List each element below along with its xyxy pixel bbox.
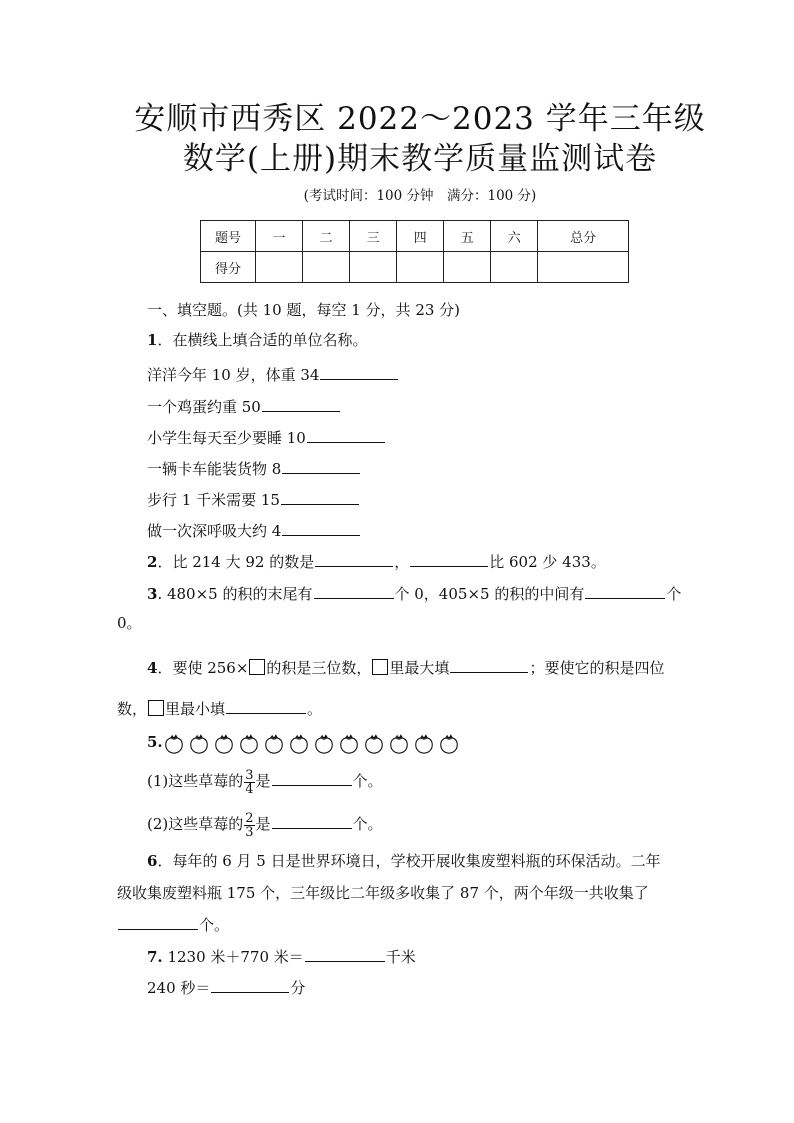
question-text: 里最小填: [165, 700, 226, 718]
question-text: 分: [290, 979, 306, 997]
question-number: 6: [147, 852, 158, 870]
question-text: 。: [307, 700, 323, 718]
question-text: (2)这些草莓的: [147, 815, 244, 833]
question-number: 3: [147, 585, 158, 603]
question-text: 是: [255, 815, 271, 833]
exam-subtitle: (考试时间：100 分钟 满分：100 分): [303, 188, 537, 204]
q1-item-4: [147, 456, 361, 480]
fraction-numerator: 3: [245, 767, 254, 783]
blank-square-icon: [148, 700, 164, 716]
score-cell-label: 题号: [201, 221, 256, 252]
score-input-3[interactable]: [350, 252, 397, 283]
question-number: 7.: [147, 948, 163, 966]
answer-blank[interactable]: [281, 487, 359, 505]
q1-item-text: 一辆卡车能装货物 8: [147, 460, 282, 478]
exam-title-line2: 数学(上册)期末教学质量监测试卷: [182, 141, 658, 177]
strawberry-icon: [288, 733, 310, 755]
question-text: 千米: [385, 948, 416, 966]
answer-blank[interactable]: [307, 425, 385, 443]
answer-blank[interactable]: [282, 518, 360, 536]
question-text: 的积是三位数，: [266, 659, 372, 677]
answer-blank[interactable]: [450, 655, 528, 673]
question-4: [147, 655, 664, 679]
strawberry-icon: [313, 733, 335, 755]
score-cell-6: 六: [491, 221, 538, 252]
fraction-denominator: 4: [245, 781, 254, 797]
question-text: ，: [394, 553, 410, 571]
question-7: [147, 944, 416, 968]
question-3: [147, 581, 681, 605]
q1-item-text: 小学生每天至少要睡 10: [147, 429, 306, 447]
blank-square-icon: [249, 659, 265, 675]
question-number: 5.: [147, 733, 163, 751]
strawberry-icon: [413, 733, 435, 755]
answer-blank[interactable]: [226, 696, 306, 714]
q1-item-2: [147, 394, 341, 418]
question-text: 个: [666, 585, 682, 603]
answer-blank[interactable]: [410, 549, 488, 567]
strawberry-icon: [213, 733, 235, 755]
question-1: [147, 329, 367, 351]
strawberry-icon: [338, 733, 360, 755]
score-table: [200, 220, 629, 283]
score-input-5[interactable]: [444, 252, 491, 283]
question-text: 是: [255, 772, 271, 790]
question-6-line3: [117, 912, 229, 936]
strawberry-icon: [438, 733, 460, 755]
answer-blank[interactable]: [211, 975, 289, 993]
answer-blank[interactable]: [585, 581, 665, 599]
question-number: 2: [147, 553, 158, 571]
answer-blank[interactable]: [272, 811, 352, 829]
score-table-score-row: [201, 252, 629, 283]
score-cell-1: 一: [256, 221, 303, 252]
exam-title-line1: 安顺市西秀区 2022～2023 学年三年级: [134, 101, 706, 137]
question-5-part-1: [147, 768, 383, 796]
fraction: [244, 812, 254, 839]
answer-blank[interactable]: [305, 944, 385, 962]
question-text: . 480×5 的积的末尾有: [157, 585, 313, 603]
answer-blank[interactable]: [320, 362, 398, 380]
question-text: ．要使 256×: [157, 659, 249, 677]
score-table-header-row: [201, 221, 629, 252]
question-5: [147, 731, 463, 755]
score-input-total[interactable]: [538, 252, 629, 283]
question-text: ．在横线上填合适的单位名称。: [157, 331, 368, 349]
strawberry-icon: [363, 733, 385, 755]
score-cell-5: 五: [444, 221, 491, 252]
q1-item-3: [147, 425, 386, 449]
score-cell-2: 二: [303, 221, 350, 252]
score-cell-total: 总分: [538, 221, 629, 252]
strawberry-icon: [188, 733, 210, 755]
question-text: 数，: [117, 700, 148, 718]
question-text: ．每年的 6 月 5 日是世界环境日，学校开展收集废塑料瓶的环保活动。二年: [157, 852, 661, 870]
strawberry-row: [163, 732, 463, 755]
answer-blank[interactable]: [118, 912, 198, 930]
answer-blank[interactable]: [314, 581, 394, 599]
strawberry-icon: [388, 733, 410, 755]
fraction: [244, 769, 254, 796]
strawberry-icon: [238, 733, 260, 755]
strawberry-icon: [263, 733, 285, 755]
fraction-denominator: 3: [245, 824, 254, 840]
answer-blank[interactable]: [262, 394, 340, 412]
question-6: [147, 850, 661, 872]
score-input-4[interactable]: [397, 252, 444, 283]
score-row-label: 得分: [201, 252, 256, 283]
score-cell-4: 四: [397, 221, 444, 252]
section-heading: 一、填空题。(共 10 题，每空 1 分，共 23 分): [147, 301, 461, 319]
answer-blank[interactable]: [315, 549, 393, 567]
answer-blank[interactable]: [272, 768, 352, 786]
question-5-part-2: [147, 811, 383, 839]
answer-blank[interactable]: [282, 456, 360, 474]
q1-item-5: [147, 487, 360, 511]
question-number: 4: [147, 659, 158, 677]
question-text: 个。: [352, 772, 383, 790]
question-text: 个 0，405×5 的积的中间有: [394, 585, 585, 603]
question-text: 240 秒＝: [147, 979, 211, 997]
q1-item-text: 一个鸡蛋约重 50: [147, 398, 261, 416]
score-cell-3: 三: [350, 221, 397, 252]
q1-item-6: [147, 518, 361, 542]
question-text: (1)这些草莓的: [147, 772, 244, 790]
q1-item-text: 做一次深呼吸大约 4: [147, 522, 282, 540]
question-text: 个。: [199, 916, 230, 934]
question-4-continued: [117, 696, 322, 720]
score-input-6[interactable]: [491, 252, 538, 283]
q1-item-1: [147, 362, 399, 386]
blank-square-icon: [372, 659, 388, 675]
question-2: [147, 549, 606, 573]
question-text: 1230 米＋770 米＝: [162, 948, 304, 966]
q1-item-text: 洋洋今年 10 岁，体重 34: [147, 366, 320, 384]
question-text: 个。: [352, 815, 383, 833]
question-3-continued: 0。: [117, 614, 142, 632]
question-number: 1: [147, 331, 158, 349]
q1-item-text: 步行 1 千米需要 15: [147, 491, 280, 509]
question-text: ；要使它的积是四位: [529, 659, 665, 677]
question-text: ．比 214 大 92 的数是: [157, 553, 315, 571]
strawberry-icon: [163, 733, 185, 755]
fraction-numerator: 2: [245, 810, 254, 826]
score-input-2[interactable]: [303, 252, 350, 283]
score-input-1[interactable]: [256, 252, 303, 283]
question-text: 比 602 少 433。: [489, 553, 606, 571]
question-6-line2: 级收集废塑料瓶 175 个，三年级比二年级多收集了 87 个，两个年级一共收集了: [117, 884, 649, 902]
question-text: 里最大填: [389, 659, 450, 677]
question-7-part-2: [147, 975, 305, 999]
